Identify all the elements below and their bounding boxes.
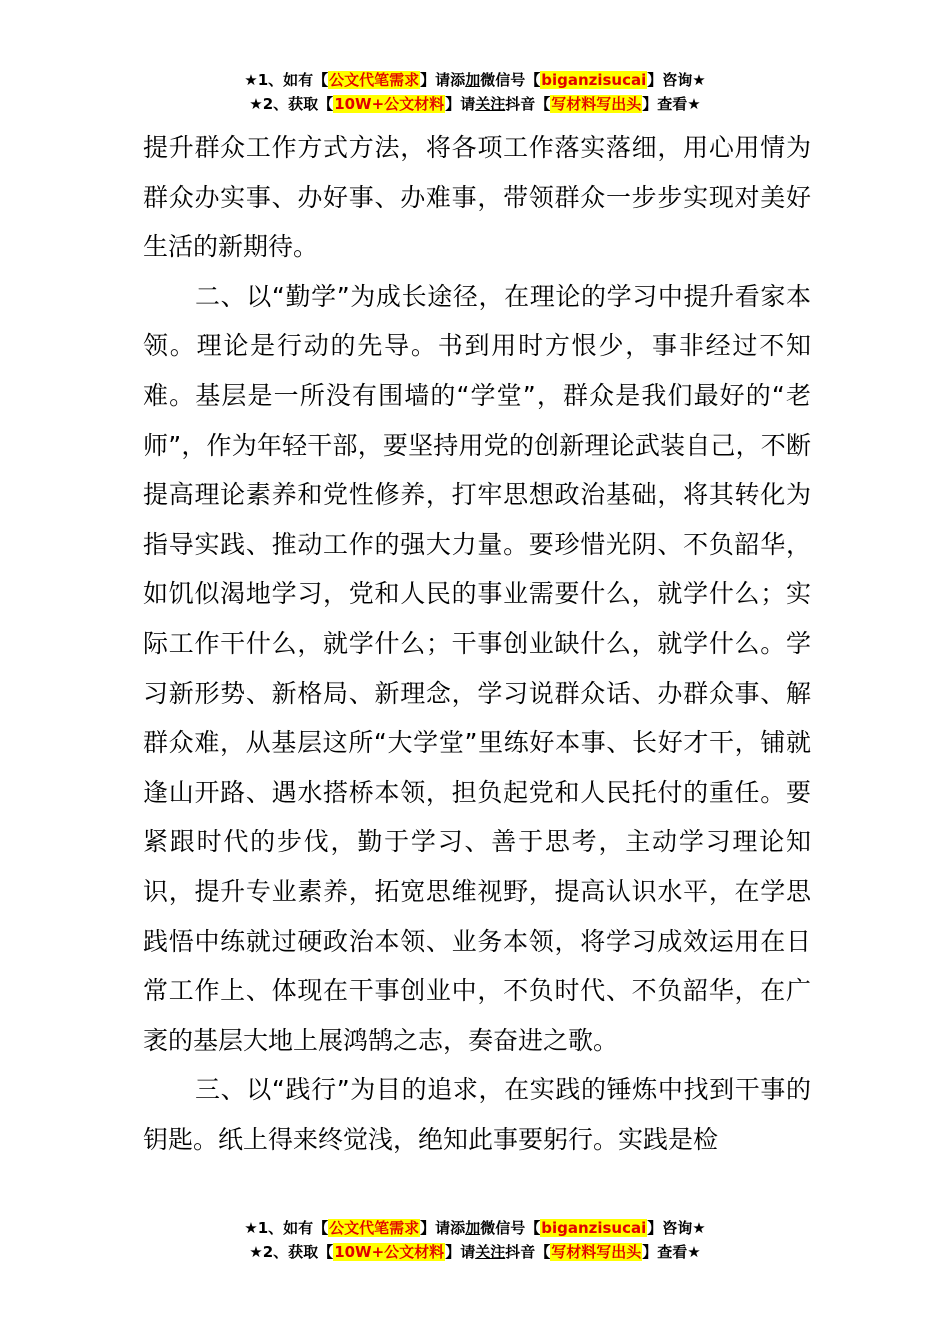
- banner-text: 】请: [445, 95, 476, 113]
- banner-highlight-wechat-id: biganzisucai: [541, 71, 647, 89]
- banner-line-1: [0, 1216, 950, 1240]
- banner-text: 】请添: [420, 71, 466, 89]
- banner-highlight-materials: 10W+公文材料: [334, 95, 445, 113]
- banner-highlight-writing-service: 公文代笔需求: [329, 71, 420, 89]
- banner-text: 】咨询★: [647, 71, 706, 89]
- document-body: [143, 123, 811, 1164]
- banner-text: 】查看★: [642, 95, 701, 113]
- banner-text: 抖音【: [505, 95, 551, 113]
- footer-banner: [0, 1216, 950, 1264]
- banner-emphasis: 加: [465, 71, 481, 89]
- paragraph-3: 三、以“践行”为目的追求，在实践的锤炼中找到干事的钥匙。纸上得来终觉浅，绝知此事要躬行。实践是检: [143, 1075, 811, 1154]
- banner-highlight-writing-service: 公文代笔需求: [329, 1219, 420, 1237]
- banner-line-2: [0, 92, 950, 116]
- header-banner: [0, 68, 950, 116]
- banner-text: 抖音【: [505, 1243, 551, 1261]
- banner-text: ★2、获取【: [249, 95, 334, 113]
- banner-text: ★2、获取【: [249, 1243, 334, 1261]
- banner-text: 】查看★: [642, 1243, 701, 1261]
- paragraph-2: 二、以“勤学”为成长途径，在理论的学习中提升看家本领。理论是行动的先导。书到用时方恨少，事非经过不知难。基层是一所没有围墙的“学堂”，群众是我们最好的“老师”，作为年轻干部，要坚持用党的创新理论武装自己，不断提高理论素养和党性修养，打牢思想政治基础，将其转化为指导实践、推动工作的强大力量。要珍惜光阴、不负韶华，如饥似渴地学习，党和人民的事业需要什么，就学什么；实际工作干什么，就学什么；干事创业缺什么，就学什么。学习新形势、新格局、新理念，学习说群众话、办群众事、解群众难，从基层这所“大学堂”里练好本事、长好才干，铺就逢山开路、遇水搭桥本领，担负起党和人民托付的重任。要紧跟时代的步伐，勤于学习、善于思考，主动学习理论知识，提升专业素养，拓宽思维视野，提高认识水平，在学思践悟中练就过硬政治本领、业务本领，将学习成效运用在日常工作上、体现在干事创业中，不负时代、不负韶华，在广袤的基层大地上展鸿鹄之志，奏奋进之歌。: [143, 281, 811, 1055]
- banner-line-1: [0, 68, 950, 92]
- banner-text: 微信号【: [480, 1219, 541, 1237]
- banner-highlight-materials: 10W+公文材料: [334, 1243, 445, 1261]
- banner-line-2: [0, 1240, 950, 1264]
- banner-emphasis: 加: [465, 1219, 481, 1237]
- paragraph-1: 提升群众工作方式方法，将各项工作落实落细，用心用情为群众办实事、办好事、办难事，带领群众一步步实现对美好生活的新期待。: [143, 133, 811, 262]
- banner-text: 微信号【: [480, 71, 541, 89]
- banner-text: 】请: [445, 1243, 476, 1261]
- banner-text: 】请添: [420, 1219, 466, 1237]
- banner-emphasis: 关注: [475, 95, 506, 113]
- banner-text: ★1、如有【: [244, 71, 329, 89]
- banner-text: ★1、如有【: [244, 1219, 329, 1237]
- banner-highlight-douyin-account: 写材料写出头: [551, 95, 642, 113]
- banner-emphasis: 关注: [475, 1243, 506, 1261]
- banner-highlight-douyin-account: 写材料写出头: [551, 1243, 642, 1261]
- banner-text: 】咨询★: [647, 1219, 706, 1237]
- banner-highlight-wechat-id: biganzisucai: [541, 1219, 647, 1237]
